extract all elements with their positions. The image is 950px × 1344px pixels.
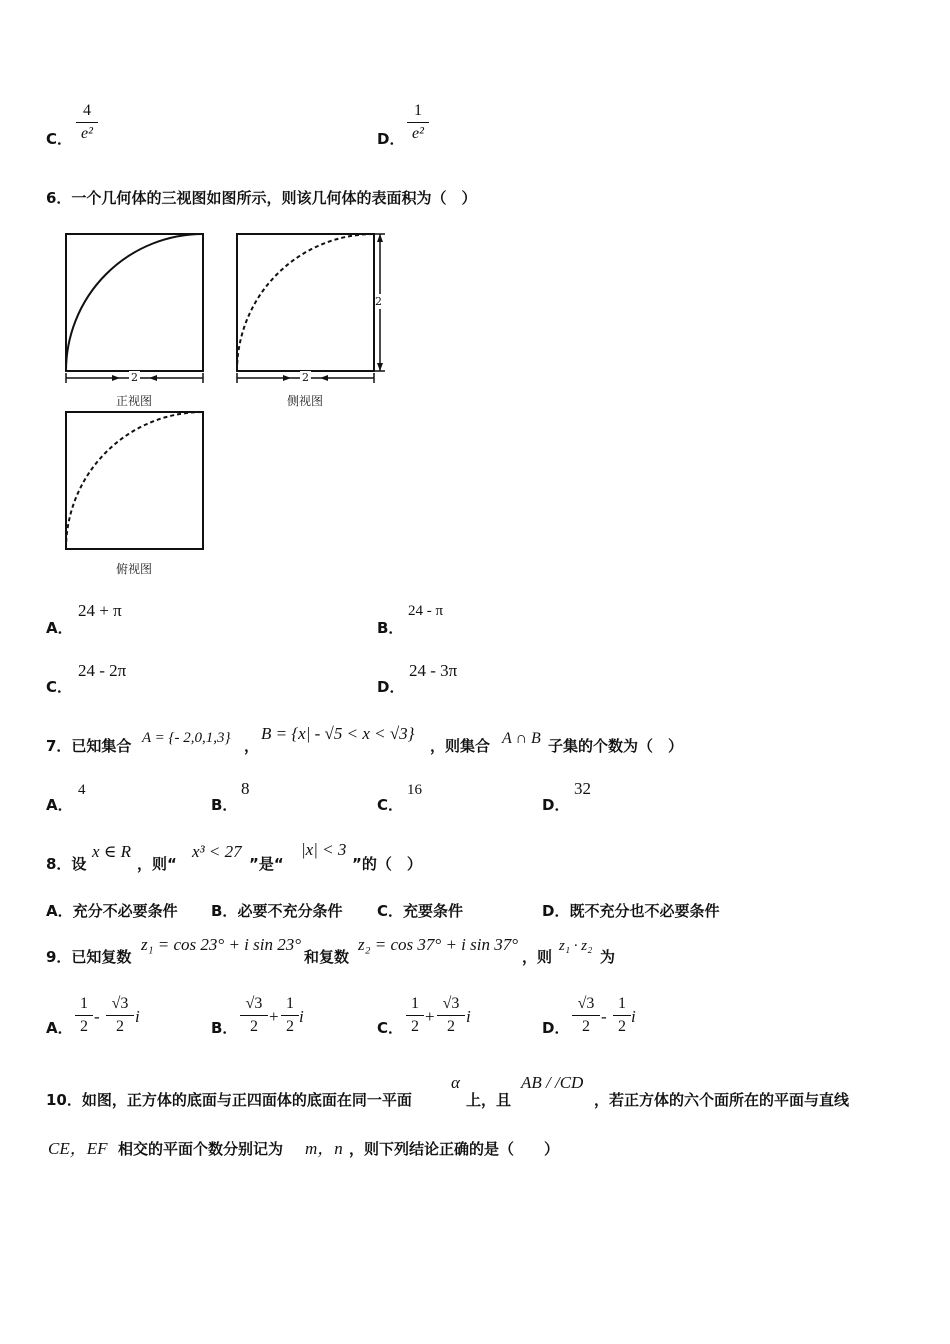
q7-suffix-a: ，则集合: [430, 737, 491, 755]
q7-option-a-value: 4: [78, 782, 86, 798]
q9-option-c-frac1: 1 2: [406, 995, 424, 1036]
q8-condition: x ∈ R: [92, 842, 132, 861]
q9-option-d-frac1: √3 2: [572, 995, 600, 1036]
q10-mid: 上，且: [466, 1091, 512, 1109]
top-view-hidden-arc: [66, 412, 203, 549]
q8-prefix: 8．设: [46, 855, 87, 873]
q7-option-c-label: C．: [377, 796, 404, 814]
q8-option-d: D．既不充分也不必要条件: [542, 902, 720, 920]
q8-is: ”是“: [249, 855, 284, 873]
front-view-dim-label: 2: [131, 371, 138, 384]
q9-option-c-i: i: [466, 1007, 471, 1026]
q9-option-b-frac1: √3 2: [240, 995, 268, 1036]
q10-mn: m，n: [305, 1139, 343, 1158]
q9-option-a-i: i: [135, 1007, 140, 1026]
q8-option-b: B．必要不充分条件: [211, 902, 343, 920]
q5-option-c-fraction: 4 e²: [76, 102, 98, 143]
q9-option-b-label: B．: [211, 1019, 238, 1037]
q9-option-c-label: C．: [377, 1019, 404, 1037]
q6-stem: 6．一个几何体的三视图如图所示，则该几何体的表面积为（ ）: [46, 189, 477, 207]
q9-option-d-op: -: [601, 1007, 607, 1026]
q7-prefix: 7．已知集合: [46, 737, 132, 755]
q10-line2: 相交的平面个数分别记为: [118, 1140, 284, 1158]
q8-option-a: A．充分不必要条件: [46, 902, 178, 920]
side-view-figure: [231, 228, 396, 393]
top-view-square: [66, 412, 203, 549]
q8-then: ，则“: [137, 855, 177, 873]
front-view-figure: [60, 228, 220, 393]
q9-end: 为: [600, 948, 616, 966]
q6-option-c-value: 24 - 2π: [78, 661, 127, 680]
side-view-caption: 侧视图: [287, 394, 324, 408]
q10-tail: ，若正方体的六个面所在的平面与直线: [594, 1091, 850, 1109]
top-view-caption: 俯视图: [116, 562, 153, 576]
q5-option-c-label: C．: [46, 130, 73, 148]
q9-option-b-frac2: 1 2: [281, 995, 299, 1036]
q7-set-a: A = {- 2,0,1,3}: [142, 730, 231, 746]
q9-option-d-frac2: 1 2: [613, 995, 631, 1036]
q9-then: ，则: [522, 948, 553, 966]
q9-option-a-label: A．: [46, 1019, 73, 1037]
q8-p: x³ < 27: [192, 842, 242, 861]
q10-prefix: 10．如图，正方体的底面与正四面体的底面在同一平面: [46, 1091, 412, 1109]
q9-option-b-i: i: [299, 1007, 304, 1026]
q9-option-a-op: -: [94, 1007, 100, 1026]
q9-prefix: 9．已知复数: [46, 948, 132, 966]
q9-mid: 和复数: [304, 948, 350, 966]
q10-parallel: AB / /CD: [521, 1073, 584, 1092]
side-view-hidden-arc: [237, 234, 374, 371]
q10-lines: CE，EF: [48, 1139, 108, 1158]
q10-alpha: α: [451, 1073, 460, 1092]
q8-q: |x| < 3: [301, 840, 347, 859]
top-view-figure: [60, 406, 220, 556]
q10-end: ，则下列结论正确的是（ ）: [349, 1140, 560, 1158]
q5-option-d-fraction: 1 e²: [407, 102, 429, 143]
q6-option-b-value: 24 - π: [408, 603, 444, 619]
q9-z1: z₁ = cos 23° + i sin 23°: [141, 935, 302, 954]
q6-option-a-value: 24 + π: [78, 601, 122, 620]
q5-option-d-label: D．: [377, 130, 405, 148]
q9-option-c-op: +: [425, 1007, 435, 1026]
front-view-square: [66, 234, 203, 371]
q9-option-a-frac1: 1 2: [75, 995, 93, 1036]
q7-option-a-label: A．: [46, 796, 73, 814]
q7-intersection: A ∩ B: [502, 730, 541, 747]
q7-option-d-value: 32: [574, 779, 591, 798]
q9-option-b-op: +: [269, 1007, 279, 1026]
q7-option-c-value: 16: [407, 782, 422, 798]
q7-suffix-b: 子集的个数为（ ）: [548, 737, 684, 755]
q7-set-b: B = {x| - √5 < x < √3}: [261, 724, 415, 743]
q7-option-d-label: D．: [542, 796, 570, 814]
q6-option-d-value: 24 - 3π: [409, 661, 458, 680]
front-view-arc: [66, 234, 203, 371]
q6-option-d-label: D．: [377, 678, 405, 696]
q6-option-c-label: C．: [46, 678, 73, 696]
q8-end: ”的（ ）: [352, 855, 422, 873]
side-view-dim-label-right: 2: [375, 295, 382, 308]
side-view-square: [237, 234, 374, 371]
q9-option-a-frac2: √3 2: [106, 995, 134, 1036]
side-view-dim-label-bottom: 2: [302, 371, 309, 384]
q6-option-a-label: A．: [46, 619, 73, 637]
front-view-caption: 正视图: [116, 394, 153, 408]
q7-option-b-value: 8: [241, 779, 250, 798]
q9-option-c-frac2: √3 2: [437, 995, 465, 1036]
q6-option-b-label: B．: [377, 619, 404, 637]
q9-z2: z₂ = cos 37° + i sin 37°: [358, 935, 519, 954]
q7-comma: ，: [244, 737, 260, 755]
q9-option-d-label: D．: [542, 1019, 570, 1037]
q9-product: z₁ · z₂: [559, 938, 593, 954]
q8-option-c: C．充要条件: [377, 902, 464, 920]
q7-option-b-label: B．: [211, 796, 238, 814]
q9-option-d-i: i: [631, 1007, 636, 1026]
